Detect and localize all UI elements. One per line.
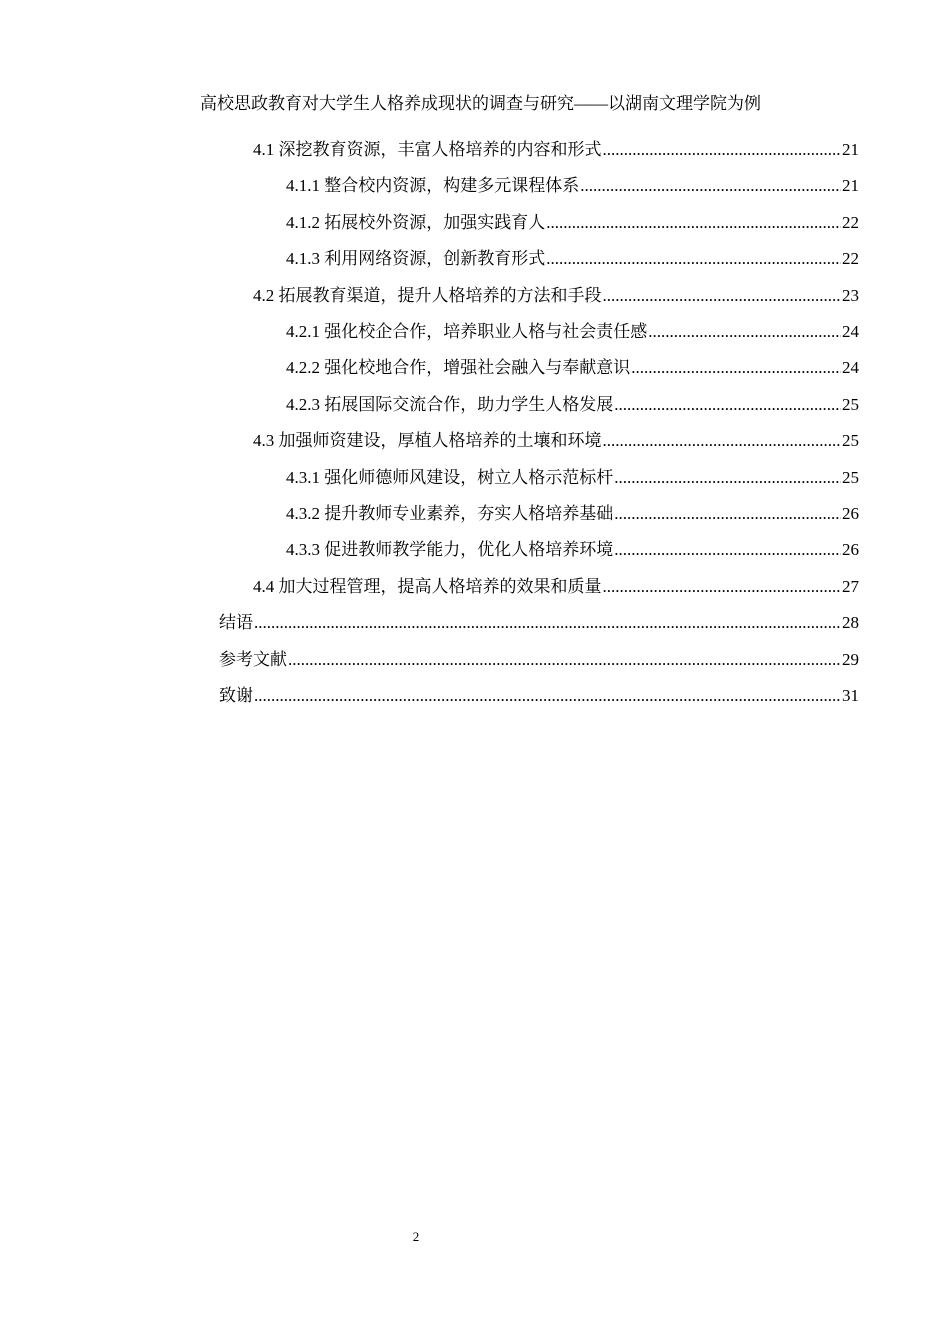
toc-dot-leader	[603, 428, 842, 454]
toc-dot-leader	[614, 465, 841, 491]
toc-entry-4-3-1[interactable]	[286, 465, 859, 491]
toc-dot-leader	[580, 173, 841, 199]
toc-entry-page: 22	[842, 212, 859, 232]
toc-entry-page: 29	[842, 649, 859, 669]
toc-entry-title: 4.2.1 强化校企合作，培养职业人格与社会责任感	[286, 322, 648, 341]
toc-entry-page: 23	[842, 285, 859, 305]
toc-entry-4-4[interactable]	[253, 574, 859, 600]
toc-entry-page: 28	[842, 613, 859, 633]
toc-entry-4-2-3[interactable]	[286, 392, 859, 418]
toc-entry-4-3[interactable]	[253, 428, 859, 454]
toc-entry-page: 22	[842, 249, 859, 269]
toc-entry-page: 21	[842, 176, 859, 196]
toc-entry-title: 4.4 加大过程管理，提高人格培养的效果和质量	[253, 576, 602, 596]
toc-entry-4-1-2[interactable]	[286, 210, 859, 236]
toc-entry-title: 4.3.2 提升教师专业素养，夯实人格培养基础	[286, 504, 614, 523]
toc-entry-title: 4.2.2 强化校地合作，增强社会融入与奉献意识	[286, 358, 631, 378]
toc-entry-page: 25	[842, 394, 859, 414]
toc-entry-title: 4.3.1 强化师德师风建设，树立人格示范标杆	[286, 467, 614, 487]
toc-entry-page: 26	[842, 540, 859, 560]
page-number: 2	[412, 1229, 420, 1244]
toc-entry-page: 24	[842, 322, 859, 341]
page-header-title: 高校思政教育对大学生人格养成现状的调查与研究——以湖南文理学院为例	[200, 94, 761, 113]
toc-dot-leader	[254, 683, 841, 709]
toc-entry-page: 31	[842, 686, 859, 705]
toc-dot-leader	[254, 610, 841, 636]
toc-entry-title: 致谢	[219, 686, 253, 705]
toc-dot-leader	[648, 319, 841, 345]
toc-dot-leader	[546, 210, 841, 236]
toc-dot-leader	[603, 574, 842, 600]
toc-entry-acknowledgements[interactable]	[219, 683, 859, 709]
toc-entry-title: 4.2 拓展教育渠道，提升人格培养的方法和手段	[253, 285, 602, 305]
toc-dot-leader	[614, 392, 841, 418]
toc-entry-4-2-1[interactable]	[286, 319, 859, 345]
toc-entry-4-1-3[interactable]	[286, 246, 859, 272]
toc-dot-leader	[614, 501, 841, 527]
toc-entry-title: 4.2.3 拓展国际交流合作，助力学生人格发展	[286, 394, 614, 414]
toc-entry-4-3-2[interactable]	[286, 501, 859, 527]
toc-entry-title: 4.1 深挖教育资源，丰富人格培养的内容和形式	[253, 140, 602, 159]
toc-entry-title: 4.1.3 利用网络资源，创新教育形式	[286, 249, 546, 269]
toc-entry-title: 4.1.1 整合校内资源，构建多元课程体系	[286, 176, 580, 196]
toc-entry-references[interactable]	[219, 647, 859, 673]
toc-entry-4-3-3[interactable]	[286, 537, 859, 563]
toc-entry-4-1[interactable]	[253, 137, 859, 163]
toc-entry-4-2-2[interactable]	[286, 355, 859, 381]
toc-entry-title: 参考文献	[219, 649, 287, 669]
toc-dot-leader	[614, 537, 841, 563]
toc-dot-leader	[631, 355, 841, 381]
toc-entry-4-2[interactable]	[253, 283, 859, 309]
toc-entry-title: 4.3 加强师资建设，厚植人格培养的土壤和环境	[253, 431, 602, 451]
toc-dot-leader	[288, 647, 841, 673]
toc-entry-title: 4.3.3 促进教师教学能力，优化人格培养环境	[286, 540, 614, 560]
toc-entry-page: 24	[842, 358, 859, 378]
toc-entry-page: 25	[842, 467, 859, 487]
toc-entry-page: 26	[842, 504, 859, 523]
toc-dot-leader	[603, 283, 842, 309]
toc-dot-leader	[603, 137, 842, 163]
toc-entry-title: 结语	[219, 613, 253, 633]
toc-entry-conclusion[interactable]	[219, 610, 859, 636]
toc-entry-4-1-1[interactable]	[286, 173, 859, 199]
toc-entry-page: 21	[842, 140, 859, 159]
toc-dot-leader	[546, 246, 841, 272]
toc-entry-page: 25	[842, 431, 859, 451]
toc-entry-title: 4.1.2 拓展校外资源，加强实践育人	[286, 212, 546, 232]
toc-entry-page: 27	[842, 576, 859, 596]
